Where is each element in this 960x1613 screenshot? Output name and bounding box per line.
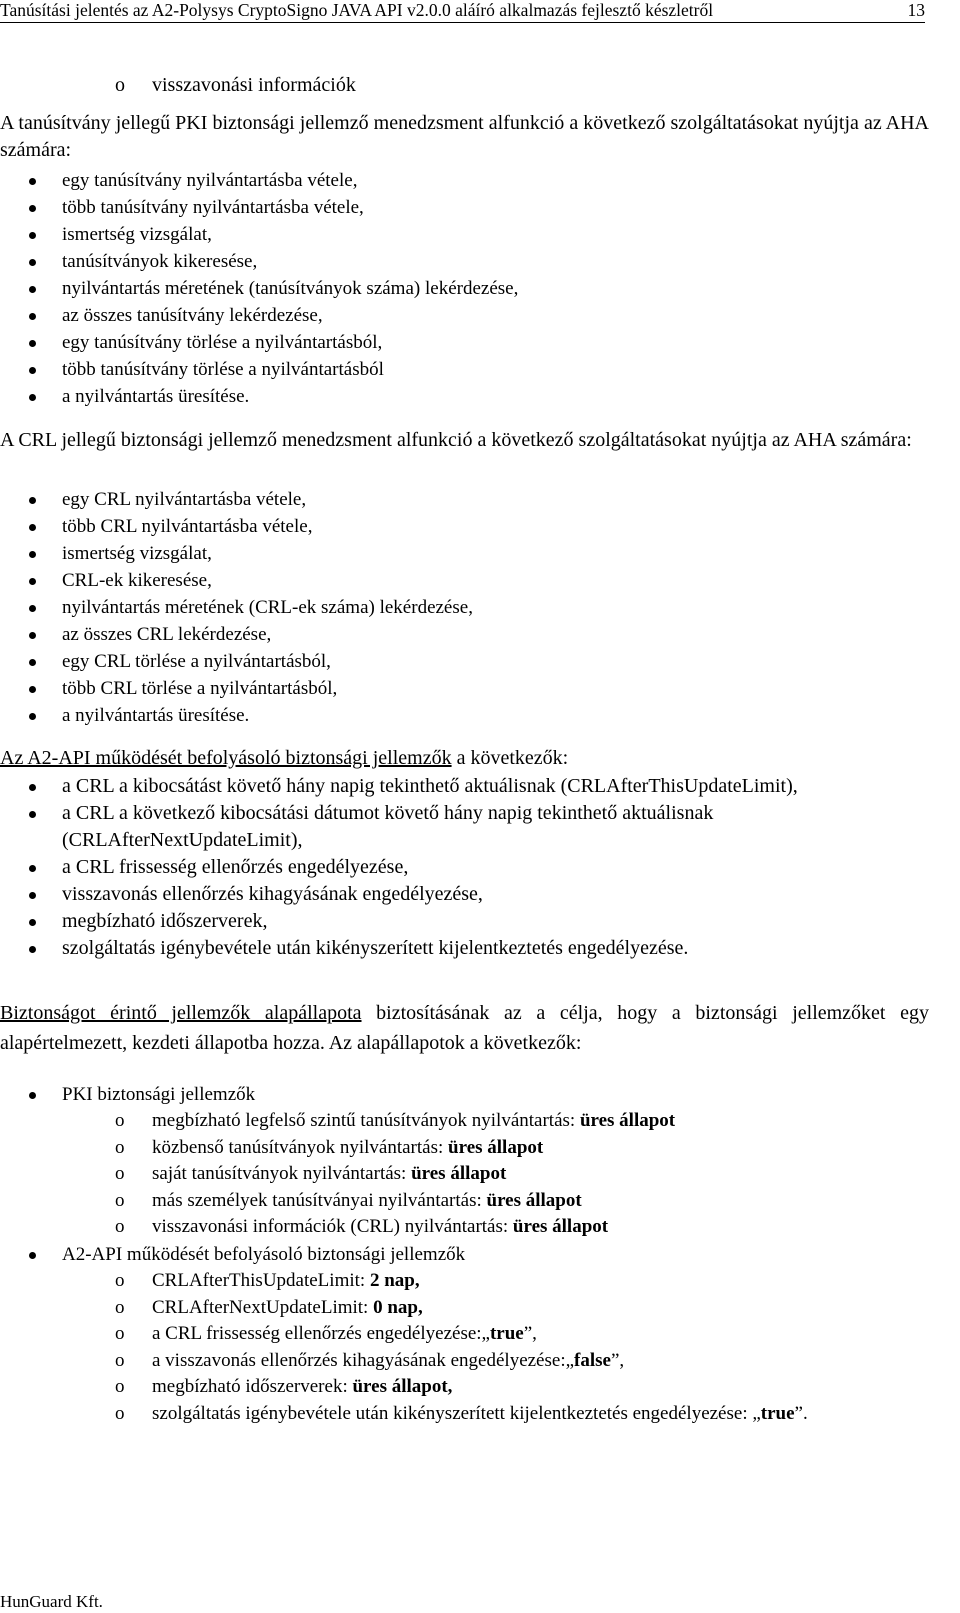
document-title: Tanúsítási jelentés az A2-Polysys CryptoSigno JAVA API v2.0.0 aláíró alkalmazás fejlesztő készletről bbox=[0, 0, 714, 20]
sub-list-item: o CRLAfterNextUpdateLimit: 0 nap, bbox=[0, 1295, 929, 1322]
list-item: több CRL törlése a nyilvántartásból, bbox=[0, 675, 929, 702]
list-item: a CRL a kibocsátást követő hány napig tekinthető aktuálisnak (CRLAfterThisUpdateLimit), bbox=[0, 773, 929, 800]
a2api-heading-rest: a következők: bbox=[451, 747, 569, 769]
a2api-heading bbox=[0, 745, 929, 772]
list-item: a CRL a következő kibocsátási dátumot követő hány napig tekinthető aktuálisnak (CRLAfterNextUpdateLimit), bbox=[0, 800, 929, 854]
default-state-list bbox=[0, 1081, 929, 1108]
pki-intro-paragraph: A tanúsítvány jellegű PKI biztonsági jellemző menedzsment alfunkció a következő szolgáltatásokat nyújtja az AHA számára: bbox=[0, 112, 929, 161]
sub-list-item: o megbízható legfelső szintű tanúsítványok nyilvántartás: üres állapot bbox=[0, 1108, 929, 1135]
sub-list-item: o a CRL frissesség ellenőrzés engedélyezése:„true”, bbox=[0, 1321, 929, 1348]
sub-list-item: visszavonási információk bbox=[152, 74, 356, 96]
sub-bullet-marker: o bbox=[115, 74, 125, 96]
list-item-pki-group: PKI biztonsági jellemzők bbox=[0, 1081, 929, 1108]
default-state-underlined: Biztonságot érintő jellemzők alapállapota bbox=[0, 1002, 362, 1024]
list-item: több tanúsítvány törlése a nyilvántartásból bbox=[0, 356, 929, 383]
list-item-a2api-group: A2-API működését befolyásoló biztonsági jellemzők bbox=[0, 1241, 929, 1268]
page-number: 13 bbox=[907, 0, 925, 20]
a2api-defaults-sublist bbox=[0, 1268, 929, 1427]
page-footer bbox=[0, 1591, 103, 1613]
list-item: egy tanúsítvány törlése a nyilvántartásból, bbox=[0, 329, 929, 356]
sub-list-item: o a visszavonás ellenőrzés kihagyásának engedélyezése:„false”, bbox=[0, 1348, 929, 1375]
list-item: egy CRL nyilvántartásba vétele, bbox=[0, 486, 929, 513]
sub-list-item: o megbízható időszerverek: üres állapot, bbox=[0, 1374, 929, 1401]
list-item: tanúsítványok kikeresése, bbox=[0, 248, 929, 275]
list-item: ismertség vizsgálat, bbox=[0, 221, 929, 248]
sub-list-item: o CRLAfterThisUpdateLimit: 2 nap, bbox=[0, 1268, 929, 1295]
list-item: az összes tanúsítvány lekérdezése, bbox=[0, 302, 929, 329]
list-item: nyilvántartás méretének (tanúsítványok száma) lekérdezése, bbox=[0, 275, 929, 302]
list-item: több tanúsítvány nyilvántartásba vétele, bbox=[0, 194, 929, 221]
sub-list-item: o közbenső tanúsítványok nyilvántartás: üres állapot bbox=[0, 1135, 929, 1162]
sub-list-item: o saját tanúsítványok nyilvántartás: üres állapot bbox=[0, 1161, 929, 1188]
pki-defaults-sublist bbox=[0, 1108, 929, 1241]
list-item: a nyilvántartás üresítése. bbox=[0, 702, 929, 729]
list-item: a nyilvántartás üresítése. bbox=[0, 383, 929, 410]
list-item: a CRL frissesség ellenőrzés engedélyezése, bbox=[0, 854, 929, 881]
list-item: ismertség vizsgálat, bbox=[0, 540, 929, 567]
list-item: az összes CRL lekérdezése, bbox=[0, 621, 929, 648]
list-item: több CRL nyilvántartásba vétele, bbox=[0, 513, 929, 540]
default-state-paragraph bbox=[0, 998, 929, 1058]
sub-list-item: o visszavonási információk (CRL) nyilvántartás: üres állapot bbox=[0, 1214, 929, 1241]
list-item: megbízható időszerverek, bbox=[0, 908, 929, 935]
footer-company: HunGuard Kft. bbox=[0, 1592, 103, 1611]
default-state-rest: biztosításának az a célja, hogy a biztonsági jellemzőket egy alapértelmezett, kezdeti állapotba hozza. Az alapállapotok a következők: bbox=[0, 1002, 929, 1054]
a2api-heading-underlined: Az A2-API működését befolyásoló biztonsági jellemzők bbox=[0, 747, 452, 769]
sub-list-item: o szolgáltatás igénybevétele után kikényszerített kijelentkeztetés engedélyezése: „true”. bbox=[0, 1401, 929, 1428]
list-item: visszavonás ellenőrzés kihagyásának engedélyezése, bbox=[0, 881, 929, 908]
list-item: egy tanúsítvány nyilvántartásba vétele, bbox=[0, 167, 929, 194]
a2api-features-list bbox=[0, 773, 929, 962]
sub-list-item: o más személyek tanúsítványai nyilvántartás: üres állapot bbox=[0, 1188, 929, 1215]
pki-services-list bbox=[0, 167, 929, 410]
list-item: CRL-ek kikeresése, bbox=[0, 567, 929, 594]
list-item: nyilvántartás méretének (CRL-ek száma) lekérdezése, bbox=[0, 594, 929, 621]
page-header bbox=[0, 0, 925, 23]
crl-intro-paragraph: A CRL jellegű biztonsági jellemző menedzsment alfunkció a következő szolgáltatásokat nyújtja az AHA számára: bbox=[0, 429, 912, 451]
list-item: egy CRL törlése a nyilvántartásból, bbox=[0, 648, 929, 675]
crl-services-list bbox=[0, 486, 929, 729]
default-state-list-2 bbox=[0, 1241, 929, 1268]
list-item: szolgáltatás igénybevétele után kikényszerített kijelentkeztetés engedélyezése. bbox=[0, 935, 929, 962]
